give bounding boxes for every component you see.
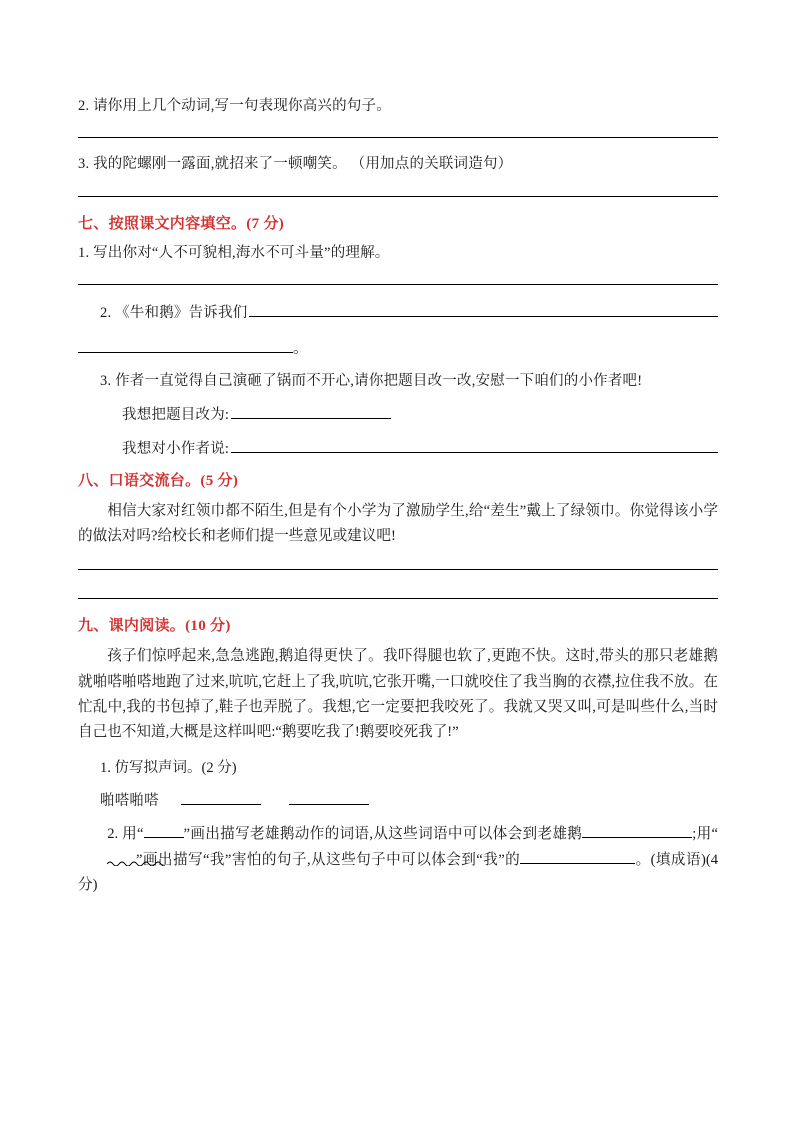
section-heading-eight: 八、口语交流台。(5 分) <box>78 473 239 490</box>
spacer <box>78 197 718 212</box>
section-heading-seven: 七、按照课文内容填空。(7 分) <box>78 215 285 232</box>
question-7-2-tail: 。 <box>293 340 308 357</box>
section-eight-body: 相信大家对红领巾都不陌生,但是有个小学为了激励学生,给“差生”戴上了绿领巾。你觉得该小学的做法对吗?给校长和老师们提一些意见或建议吧! <box>78 503 718 545</box>
q9-2-part4: ”画出描写“我”害怕的句子,从这些句子中可以体会到“我”的 <box>136 851 521 868</box>
answer-blank[interactable] <box>78 336 293 353</box>
question-7-2-prefix: 2. 《牛和鹅》告诉我们 <box>100 305 248 322</box>
onomatopoeia-row <box>78 788 718 812</box>
spacer <box>78 117 718 137</box>
q9-2-part2: ”画出描写老雄鹅动作的词语,从这些词语中可以体会到老雄鹅 <box>183 826 583 843</box>
spacer <box>78 490 718 499</box>
question-7-2-row-2 <box>78 336 718 360</box>
spacer <box>78 599 718 614</box>
q9-2-part1: 2. 用“ <box>107 826 144 843</box>
answer-blank[interactable] <box>231 402 391 419</box>
question-9-2 <box>78 822 718 897</box>
spacer <box>78 176 718 196</box>
spacer <box>78 264 718 284</box>
answer-blank-straight[interactable] <box>144 823 184 839</box>
answer-blank[interactable] <box>181 788 261 805</box>
answer-blank[interactable] <box>231 436 718 453</box>
question-6-3: 3. 我的陀螺刚一露面,就招来了一顿嘲笑。 （用加点的关联词造句） <box>78 156 513 173</box>
question-7-3-b <box>78 436 718 460</box>
question-9-1: 1. 仿写拟声词。(2 分) <box>100 759 237 776</box>
spacer <box>78 360 718 369</box>
spacer <box>78 635 718 644</box>
question-6-2: 2. 请你用上几个动词,写一句表现你高兴的句子。 <box>78 98 391 114</box>
answer-blank[interactable] <box>289 788 369 805</box>
spacer <box>78 460 718 469</box>
answer-blank-wavy[interactable] <box>78 850 136 856</box>
q9-2-part5: 。(填成语)(4 分) <box>78 851 718 893</box>
question-7-2-row <box>78 300 718 324</box>
spacer <box>78 233 718 242</box>
spacer <box>78 285 718 300</box>
q9-2-part3: ;用“ <box>692 826 718 843</box>
spacer <box>78 138 718 153</box>
question-7-1: 1. 写出你对“人不可貌相,海水不可斗量”的理解。 <box>78 244 390 261</box>
answer-blank[interactable] <box>582 823 692 839</box>
reading-passage: 孩子们惊呼起来,急急逃跑,鹅追得更快了。我吓得腿也软了,更跑不快。这时,带头的那只老雄鹅就啪嗒啪嗒地跑了过来,吭吭,它赶上了我,吭吭,它张开嘴,一口就咬住了我当胸的衣襟,拉住我不放。在忙乱中,我的书包掉了,鞋子也弄脱了。我想,它一定要把我咬死了。我就又哭又叫,可是叫些什么,当时自己也不知道,大概是这样叫吧:“鹅要吃我了!鹅要咬死我了!” <box>78 648 718 740</box>
section-heading-nine: 九、课内阅读。(10 分) <box>78 618 231 635</box>
spacer <box>78 549 718 569</box>
question-7-3: 3. 作者一直觉得自己演砸了锅而不开心,请你把题目改一改,安慰一下咱们的小作者吧! <box>100 373 643 390</box>
question-7-3-a-label: 我想把题目改为: <box>122 407 230 424</box>
question-7-3-a <box>78 402 718 426</box>
onomatopoeia-sample: 啪嗒啪嗒 <box>100 792 159 809</box>
question-7-3-b-label: 我想对小作者说: <box>122 440 230 457</box>
answer-blank[interactable] <box>520 848 635 864</box>
answer-blank[interactable] <box>249 300 718 317</box>
